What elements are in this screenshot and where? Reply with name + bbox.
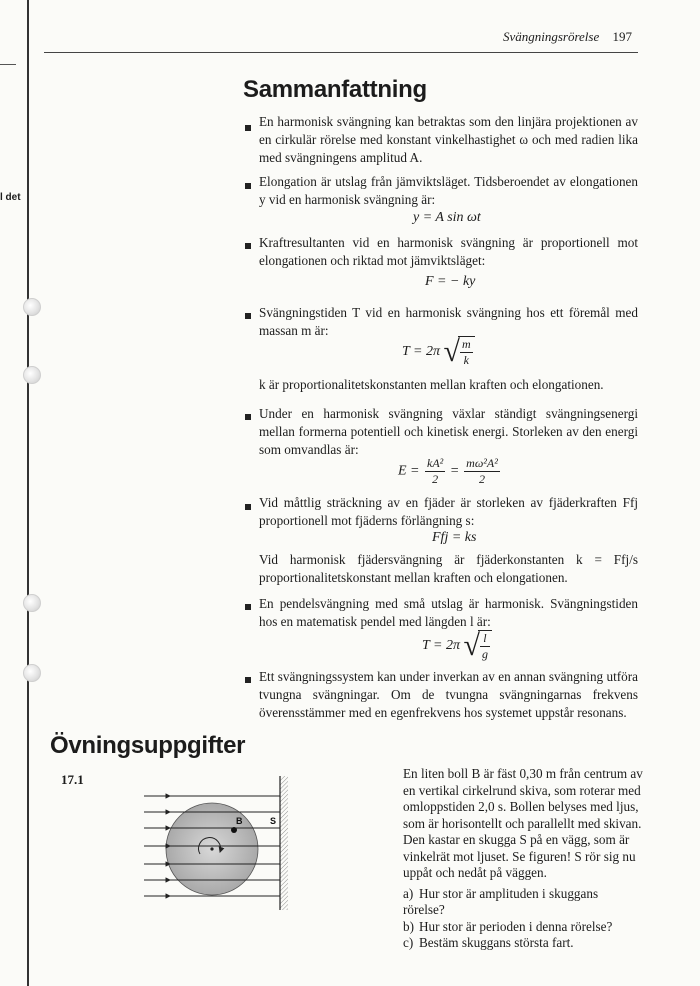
fraction-numerator: kA² bbox=[427, 456, 444, 470]
page-number: 197 bbox=[612, 29, 632, 44]
summary-item-text: Kraftresultanten vid en harmonisk svängning är proportionell mot elongationen och riktad mot jämviktsläget: bbox=[259, 235, 638, 268]
bullet bbox=[245, 243, 251, 249]
fraction-numerator: mω²A² bbox=[466, 456, 498, 470]
running-head bbox=[503, 29, 632, 45]
question-label: a) bbox=[403, 885, 414, 901]
question-list bbox=[403, 886, 643, 952]
bullet bbox=[245, 504, 251, 510]
summary-item-text: En harmonisk svängning kan betraktas som den linjära projektionen av en cirkulär rörelse med konstant vinkelhastighet ω och med radien lika med svängningens amplitud A. bbox=[259, 114, 638, 165]
fraction bbox=[464, 456, 500, 487]
formula-lhs: T = 2π bbox=[402, 344, 440, 360]
question-item bbox=[403, 886, 643, 919]
margin-fragment: l det bbox=[0, 192, 21, 203]
question-label: c) bbox=[403, 935, 414, 950]
fraction-denominator: 2 bbox=[479, 472, 485, 486]
formula-energy bbox=[398, 456, 502, 487]
formula-lhs: T = 2π bbox=[422, 638, 460, 654]
summary-item-text: Under en harmonisk svängning växlar ständigt svängningsenergi mellan formerna potentiell och kinetisk energi. Storleken av den energi som omvandlas är: bbox=[259, 406, 638, 457]
question-item bbox=[403, 919, 643, 936]
exercise-number: 17.1 bbox=[61, 772, 84, 787]
question-text: Bestäm skuggans största fart. bbox=[419, 935, 574, 950]
fraction-numerator: m bbox=[461, 337, 471, 351]
summary-heading: Sammanfattning bbox=[243, 76, 427, 103]
binding-line bbox=[27, 0, 29, 986]
summary-item-note: Vid harmonisk fjädersvängning är fjäderkonstanten k = Ffj/s proportionalitetskonstant mellan kraften och elongationen. bbox=[259, 552, 638, 585]
bullet bbox=[245, 313, 251, 319]
summary-item-text: Ett svängningssystem kan under inverkan av en annan svängning utföra tvungna svängningar. Om de tvungna svängningarnas frekvens överensstämmer med en egenfrekvens hos systemet uppstår resonans. bbox=[259, 669, 638, 720]
label-shadow: S bbox=[270, 816, 277, 826]
punch-hole bbox=[23, 594, 41, 612]
summary-item-text: Elongation är utslag från jämviktsläget. Tidsberoendet av elongationen y vid en harmonisk svängning är: bbox=[259, 174, 638, 207]
question-item bbox=[403, 935, 643, 952]
exercise-body: En liten boll B är fäst 0,30 m från centrum av en vertikal cirkelrund skiva, som roterar med omloppstiden 2,0 s. Bollen belyses med ljus, som är horisontellt och parallellt med skivan. Den kastar en skugga S på en vägg, som är vinkelrät mot ljuset. Se figuren! S rör sig nu uppåt och nedåt på väggen. bbox=[403, 766, 643, 880]
formula-elongation: y = A sin ωt bbox=[413, 210, 481, 225]
wall-hatching bbox=[280, 776, 288, 910]
square-root: √ $\frac{m}{k}$ bbox=[444, 336, 475, 368]
square-root: √ $\frac{l}{g}$ bbox=[464, 630, 492, 662]
formula-period-pendulum bbox=[422, 630, 492, 662]
fraction-numerator: l bbox=[480, 631, 490, 647]
fraction-denominator: k bbox=[463, 353, 469, 367]
punch-hole bbox=[23, 664, 41, 682]
formula-lhs: E = bbox=[398, 463, 420, 479]
summary-item-text: En pendelsvängning med små utslag är harmonisk. Svängningstiden hos en matematisk pendel med längden l är: bbox=[259, 596, 638, 629]
question-label: b) bbox=[403, 918, 414, 934]
ball bbox=[231, 827, 237, 833]
punch-hole bbox=[23, 366, 41, 384]
summary-item-text: Svängningstiden T vid en harmonisk svängning hos ett föremål med massan m är: bbox=[259, 305, 638, 338]
bullet bbox=[245, 414, 251, 420]
formula-spring-force: Ffj = ks bbox=[432, 530, 477, 545]
margin-tick bbox=[0, 64, 16, 65]
formula-period-spring bbox=[402, 336, 475, 368]
summary-item-note: k är proportionalitetskonstanten mellan kraften och elongationen. bbox=[259, 377, 604, 392]
question-text: Hur stor är amplituden i skuggans rörelse? bbox=[403, 885, 599, 917]
equals-sign: = bbox=[450, 463, 459, 479]
section-title: Svängningsrörelse bbox=[502, 29, 600, 44]
fraction-denominator: 2 bbox=[432, 472, 439, 486]
bullet bbox=[245, 677, 251, 683]
fraction bbox=[425, 456, 445, 487]
question-text: Hur stor är perioden i denna rörelse? bbox=[419, 918, 613, 934]
summary-item-text: Vid måttlig sträckning av en fjäder är storleken av fjäderkraften Ffj proportionell mot fjäderns förlängning s: bbox=[259, 495, 638, 528]
exercise-figure bbox=[140, 772, 292, 914]
fraction-denominator: g bbox=[481, 647, 488, 661]
exercise-text bbox=[403, 766, 643, 952]
formula-force: F = − ky bbox=[425, 274, 476, 289]
bullet bbox=[245, 125, 251, 131]
bullet bbox=[245, 183, 251, 189]
header-rule bbox=[44, 52, 638, 53]
exercises-heading: Övningsuppgifter bbox=[50, 732, 246, 759]
label-ball: B bbox=[236, 816, 243, 826]
punch-hole bbox=[23, 298, 41, 316]
disc-center bbox=[210, 847, 213, 850]
bullet bbox=[245, 604, 251, 610]
